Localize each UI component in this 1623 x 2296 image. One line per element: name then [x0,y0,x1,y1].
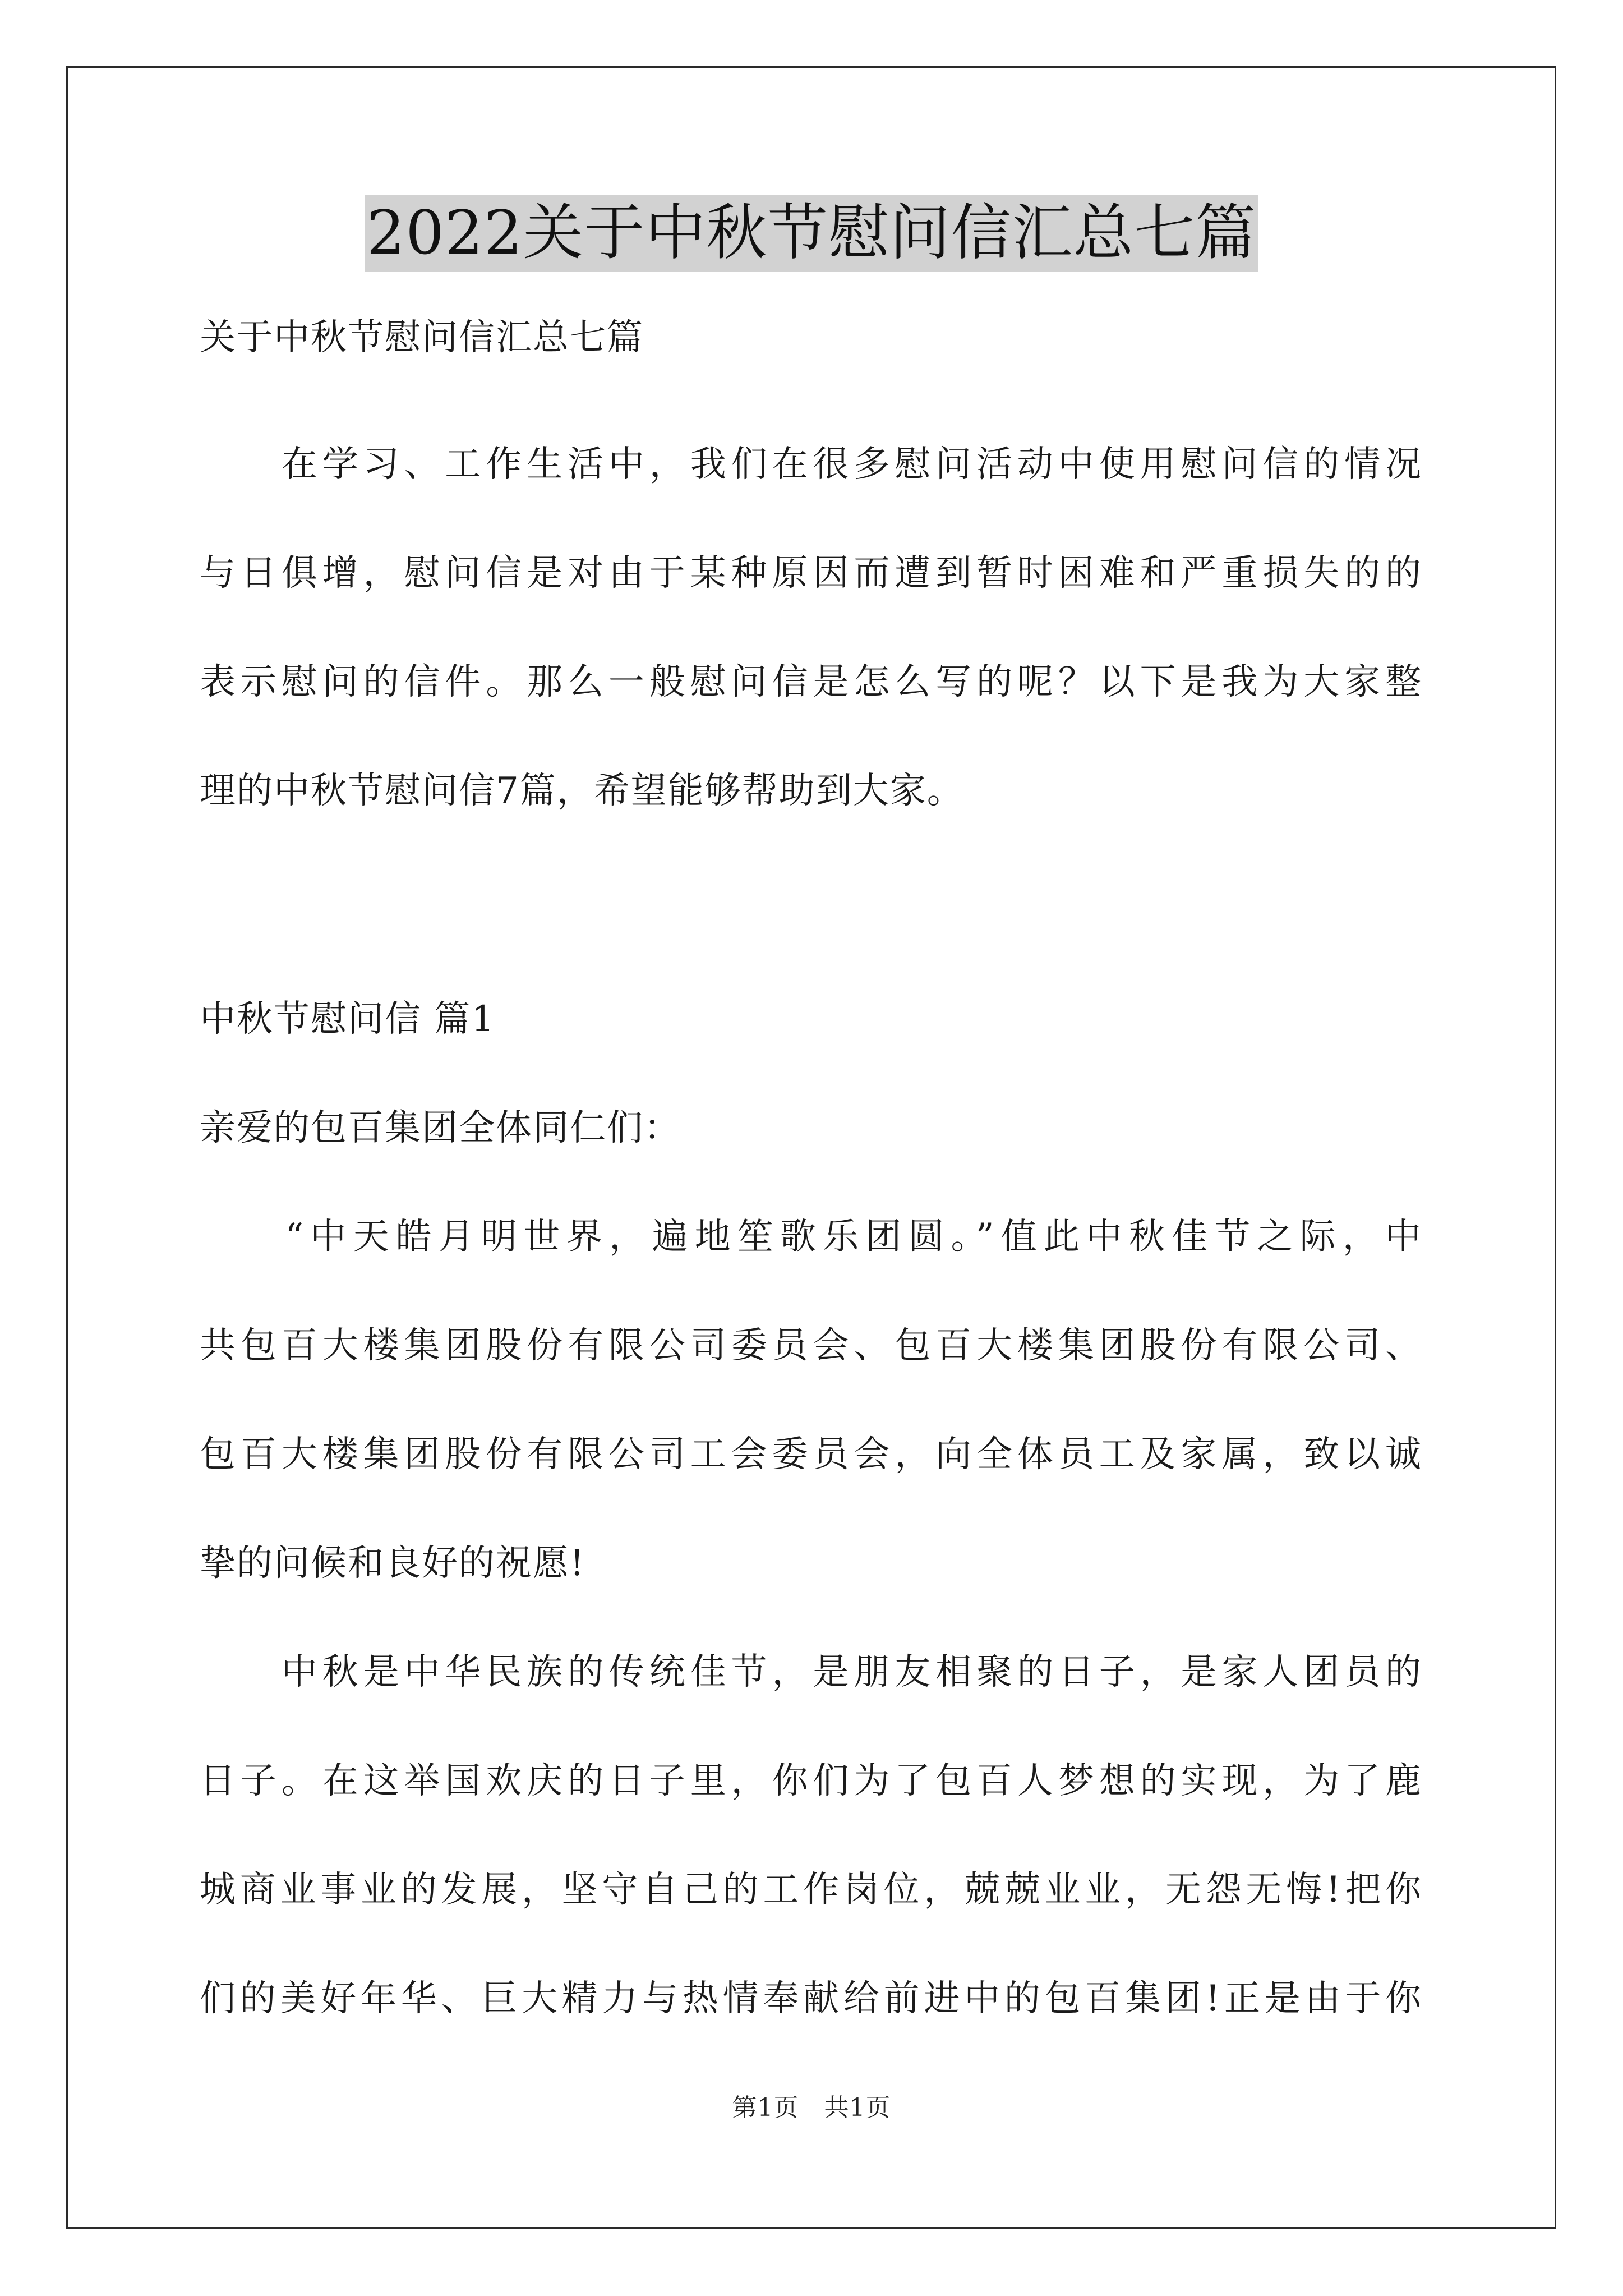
salutation: 亲爱的包百集团全体同仁们： [200,1107,681,1149]
para1-line-3: 包百大楼集团股份有限公司工会委员会，向全体员工及家属，致以诚 [200,1434,1422,1475]
para2-line-1: 中秋是中华民族的传统佳节，是朋友相聚的日子，是家人团员的 [200,1651,1422,1693]
intro-line-2: 与日俱增，慰问信是对由于某种原因而遭到暂时困难和严重损失的的 [200,553,1422,594]
section-heading: 中秋节慰问信 篇1 [200,999,496,1040]
document-subtitle: 关于中秋节慰问信汇总七篇 [200,317,644,358]
para1-line-2: 共包百大楼集团股份有限公司委员会、包百大楼集团股份有限公司、 [200,1325,1422,1366]
para1-line-1: “中天皓月明世界，遍地笙歌乐团圆。”值此中秋佳节之际，中 [200,1216,1422,1258]
intro-line-1: 在学习、工作生活中，我们在很多慰问活动中使用慰问信的情况 [200,444,1422,485]
para2-line-2: 日子。在这举国欢庆的日子里，你们为了包百人梦想的实现，为了鹿 [200,1760,1422,1802]
para2-line-4: 们的美好年华、巨大精力与热情奉献给前进中的包百集团!正是由于你 [200,1978,1422,2019]
document-title: 2022关于中秋节慰问信汇总七篇 [365,195,1259,272]
title-container [0,195,1623,272]
para2-line-3: 城商业事业的发展，坚守自己的工作岗位，兢兢业业，无怨无悔!把你 [200,1869,1422,1911]
page-number-footer: 第1页 共1页 [732,2093,891,2122]
intro-line-4: 理的中秋节慰问信7篇，希望能够帮助到大家。 [200,770,964,812]
intro-line-3: 表示慰问的信件。那么一般慰问信是怎么写的呢？以下是我为大家整 [200,661,1422,703]
para1-line-4: 挚的问候和良好的祝愿! [200,1543,585,1584]
